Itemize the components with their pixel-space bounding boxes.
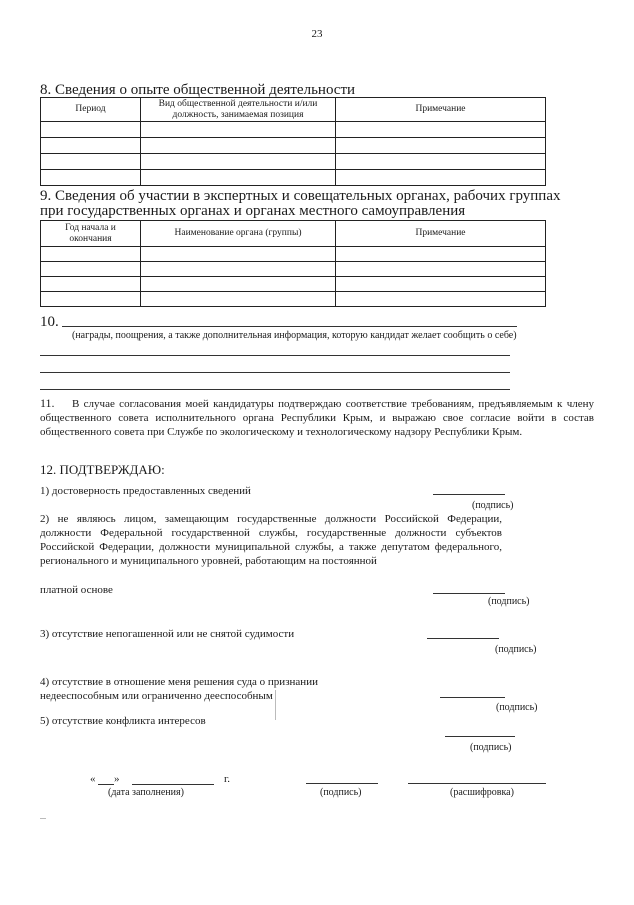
signature-caption-4: (подпись) <box>496 702 538 713</box>
table-row <box>41 170 546 186</box>
table-row <box>41 292 546 307</box>
signature-caption-1: (подпись) <box>472 500 514 511</box>
signature-caption-3: (подпись) <box>495 644 537 655</box>
footer-day-line <box>98 784 114 785</box>
signature-line-5 <box>445 736 515 737</box>
scan-speck <box>275 690 276 720</box>
footer-date-caption: (дата заполнения) <box>108 787 184 798</box>
signature-caption-5: (подпись) <box>470 742 512 753</box>
section10-number: 10. <box>40 314 59 330</box>
footer-decode-caption: (расшифровка) <box>450 787 514 798</box>
section11-text: В случае согласования моей кандидатуры подтверждаю соответствие требованиям, предъявляемым к члену общественного совета исполнительного органа Республики Крым, и выражаю свое согласие войти в состав общественного совета при Службе по экологическому и технологическому надзору Республики Крым. <box>40 398 594 438</box>
section9-title-line2: при государственных органах и органах местного самоуправления <box>40 203 466 219</box>
footer-open-quote: « <box>90 773 96 785</box>
section10-line-3 <box>40 372 510 373</box>
section10-line-4 <box>40 389 510 390</box>
section12-title: 12. ПОДТВЕРЖДАЮ: <box>40 462 165 477</box>
table-row <box>41 154 546 170</box>
section9-col-note: Примечание <box>336 221 546 247</box>
section8-col-activity: Вид общественной деятельности и/или должность, занимаемая позиция <box>141 98 336 122</box>
section12-item5: 5) отсутствие конфликта интересов <box>40 715 206 727</box>
section12-item4-line1: 4) отсутствие в отношение меня решения суда о признании <box>40 676 318 688</box>
section10-line-2 <box>40 355 510 356</box>
table-row <box>41 277 546 292</box>
footer-month-line <box>132 784 214 785</box>
section9-table <box>40 220 546 307</box>
section11-number: 11. <box>40 396 55 410</box>
table-row <box>41 247 546 262</box>
signature-line-1 <box>433 494 505 495</box>
footer-signature-caption: (подпись) <box>320 787 362 798</box>
section12-item4-line2: недееспособным или ограниченно дееспособным <box>40 690 273 702</box>
signature-line-3 <box>427 638 499 639</box>
signature-caption-2: (подпись) <box>488 596 530 607</box>
section8-title: 8. Сведения о опыте общественной деятельности <box>40 82 356 98</box>
section10-line-1 <box>62 326 517 327</box>
section9-col-organ: Наименование органа (группы) <box>141 221 336 247</box>
table-row <box>41 138 546 154</box>
scan-speck <box>40 818 46 819</box>
footer-year-suffix: г. <box>224 773 231 785</box>
footer-signature-line <box>306 783 378 784</box>
section12-item2-tail: платной основе <box>40 584 113 596</box>
footer-decode-line <box>408 783 546 784</box>
signature-line-4 <box>440 697 505 698</box>
section8-table <box>40 97 546 186</box>
signature-line-2 <box>433 593 505 594</box>
section8-col-period: Период <box>41 98 141 122</box>
section8-col-note: Примечание <box>336 98 546 122</box>
footer-close-quote: » <box>114 773 120 785</box>
section12-item3: 3) отсутствие непогашенной или не снятой судимости <box>40 628 295 640</box>
page-number: 23 <box>311 28 323 40</box>
section9-col-years: Год начала и окончания <box>41 221 141 247</box>
section9-title-line1: 9. Сведения об участии в экспертных и совещательных органах, рабочих группах <box>40 188 561 204</box>
section12-item1: 1) достоверность предоставленных сведений <box>40 485 251 497</box>
table-row <box>41 262 546 277</box>
section10-caption: (награды, поощрения, а также дополнительная информация, которую кандидат желает сообщить о себе) <box>72 330 517 341</box>
table-row <box>41 122 546 138</box>
section12-item2: 2) не являюсь лицом, замещающим государственные должности Российской Федерации, должности Федеральной государственной службы, государственные должности субъектов Российской Федерации, должности муниципальной службы, а также депутатом федерального, регионального и муниципального уровней, работающим на постоянной <box>40 513 502 567</box>
